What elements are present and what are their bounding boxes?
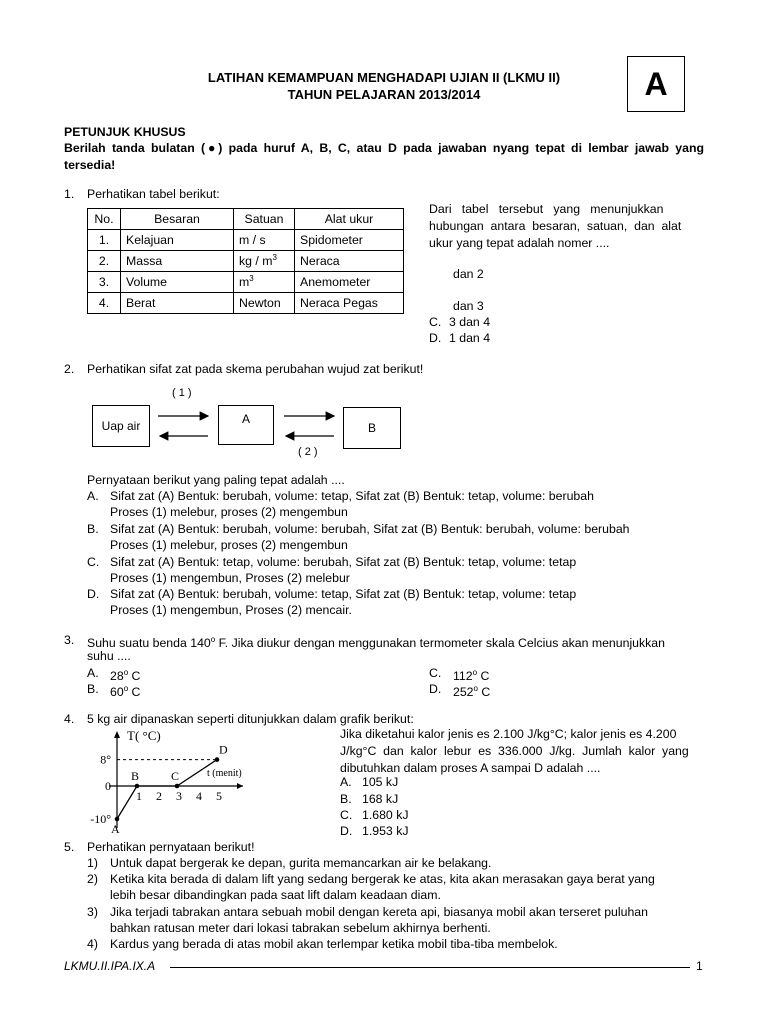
q2-option-a-line-1: Sifat zat (A) Bentuk: berubah, volume: tetap, Sifat zat (B) Bentuk: tetap, volume: berubah	[110, 489, 594, 503]
footer-code: LKMU.II.IPA.IX.A	[64, 959, 156, 973]
q3-option-a-value: 28	[110, 669, 124, 684]
footer-rule	[170, 967, 690, 968]
q4-stem: 5 kg air dipanaskan seperti ditunjukkan dalam grafik berikut:	[87, 712, 414, 726]
q1-stem: Perhatikan tabel berikut:	[87, 187, 220, 201]
table-cell: Volume	[121, 272, 234, 293]
title-line-1: LATIHAN KEMAMPUAN MENGHADAPI UJIAN II (LKMU II)	[207, 70, 561, 85]
q5-item-3-number: 3)	[87, 905, 98, 919]
table-cell: 1.	[88, 230, 121, 251]
instructions-text-1: Berilah tanda bulatan (●) pada huruf A, B, C, atau D pada jawaban nyang tepat di lembar jawab yang	[64, 141, 704, 155]
q4-option-b-letter: B.	[340, 792, 352, 806]
footer-page-number: 1	[696, 959, 703, 973]
q1-option-c-letter: C.	[429, 315, 442, 329]
q1-option-d-letter: D.	[429, 331, 442, 345]
table-cell: Spidometer	[295, 230, 404, 251]
table-cell: m / s	[234, 230, 295, 251]
q3-option-a-unit: C	[128, 669, 141, 684]
q2-number: 2.	[64, 362, 75, 376]
x-tick-label: 5	[216, 789, 222, 803]
q3-stem-line-2: suhu ....	[87, 649, 131, 663]
table-cell: Anemometer	[295, 272, 404, 293]
box-uap-air: Uap air	[92, 405, 150, 447]
q2-option-d-line-2: Proses (1) mengembun, Proses (2) mencair.	[110, 603, 352, 617]
q5-item-3-line-1: Jika terjadi tabrakan antara sebuah mobil dengan kereta api, biasanya mobil akan terseret puluhan	[110, 905, 648, 919]
q2-option-d-letter: D.	[87, 587, 100, 601]
q3-stem-pre: Suhu suatu benda 140	[87, 636, 211, 651]
q2-option-d-line-1: Sifat zat (A) Bentuk: berubah, volume: tetap, Sifat zat (B) Bentuk: tetap, volume: tetap	[110, 587, 577, 601]
box-a: A	[218, 405, 274, 445]
q5-stem: Perhatikan pernyataan berikut!	[87, 840, 255, 854]
degree-superscript: o	[472, 668, 478, 677]
data-point	[135, 784, 140, 789]
code-letter-box: A	[627, 56, 685, 112]
degree-superscript: o	[123, 684, 129, 693]
y-tick-label: -10°	[90, 812, 111, 826]
table-cell: Newton	[234, 293, 295, 314]
q3-option-b-value: 60	[110, 685, 124, 700]
q4-option-a-letter: A.	[340, 775, 352, 789]
table-cell: 4.	[88, 293, 121, 314]
q4-option-d-letter: D.	[340, 824, 353, 838]
temperature-time-chart	[80, 726, 320, 836]
data-point-label: C	[171, 769, 180, 783]
y-axis-arrow	[114, 731, 120, 738]
q1-option-d: 1 dan 4	[449, 331, 491, 345]
q5-item-2-number: 2)	[87, 872, 98, 886]
table-cell: Neraca	[295, 251, 404, 272]
y-axis-label: T( °C)	[127, 728, 161, 743]
y-tick-label: 8°	[100, 752, 111, 767]
q4-number: 4.	[64, 712, 75, 726]
q2-option-a-letter: A.	[87, 489, 99, 503]
q2-stem: Perhatikan sifat zat pada skema perubahan wujud zat berikut!	[87, 362, 424, 376]
degree-superscript: o	[473, 684, 478, 693]
q4-option-c-letter: C.	[340, 808, 353, 822]
table-cell: Berat	[121, 293, 234, 314]
q5-item-2-line-1: Ketika kita berada di dalam lift yang sedang bergerak ke atas, kita akan merasakan gaya berat yang	[110, 872, 655, 886]
title-line-2: TAHUN PELAJARAN 2013/2014	[287, 87, 481, 102]
q1-side-text-3: ukur yang tepat adalah nomer ....	[429, 236, 610, 250]
unit-superscript: 3	[249, 274, 254, 284]
q3-stem-line-1	[87, 632, 704, 651]
q3-option-b-letter: B.	[87, 682, 99, 696]
x-axis-arrow	[237, 783, 243, 789]
table-cell: Neraca Pegas	[295, 293, 404, 314]
q4-option-b: 168 kJ	[362, 792, 399, 806]
instructions-text-2: tersedia!	[64, 158, 116, 172]
q3-number: 3.	[64, 633, 75, 647]
q5-item-2-line-2: lebih besar dibandingkan pada saat lift dalam keadaan diam.	[110, 888, 441, 902]
instructions-heading: PETUNJUK KHUSUS	[64, 125, 186, 139]
q3-option-d	[453, 681, 490, 700]
table-header: Satuan	[234, 209, 295, 230]
q4-option-d: 1.953 kJ	[362, 824, 409, 838]
q1-number: 1.	[64, 187, 75, 201]
q1-side-text-2: hubungan antara besaran, satuan, dan alat	[429, 219, 682, 233]
q5-item-1-number: 1)	[87, 856, 98, 870]
q4-side-text-2: J/kg°C dan kalor lebur es 336.000 J/kg. Jumlah kalor yang	[340, 744, 689, 758]
table-header: No.	[88, 209, 121, 230]
q2-option-b-line-1: Sifat zat (A) Bentuk: berubah, volume: berubah, Sifat zat (B) Bentuk: berubah, volume: berubah	[110, 522, 630, 536]
q2-option-b-letter: B.	[87, 522, 99, 536]
q3-stem-post: F. Jika diukur dengan menggunakan termometer skala Celcius akan menunjukkan	[215, 636, 665, 651]
q5-item-3-line-2: bahkan ratusan meter dari lokasi tabrakan sebelum akhirnya berhenti.	[110, 921, 491, 935]
q2-option-c-letter: C.	[87, 555, 100, 569]
table-cell: 3.	[88, 272, 121, 293]
q2-option-a-line-2: Proses (1) melebur, proses (2) mengembun	[110, 505, 348, 519]
q3-option-b-unit: C	[128, 685, 141, 700]
q2-question: Pernyataan berikut yang paling tepat adalah ....	[87, 473, 345, 487]
x-tick-label: 3	[176, 789, 182, 803]
q1-option-b: dan 3	[453, 299, 484, 313]
data-point	[115, 817, 120, 822]
unit-text: kg / m	[239, 254, 273, 269]
process-2-label: ( 2 )	[298, 446, 318, 458]
table-header: Alat ukur	[295, 209, 404, 230]
process-1-label: ( 1 )	[172, 387, 192, 399]
q1-option-a: dan 2	[453, 267, 484, 281]
data-point-label: A	[111, 822, 120, 836]
x-tick-label: 4	[196, 789, 202, 803]
q4-option-a: 105 kJ	[362, 775, 399, 789]
q4-option-c: 1.680 kJ	[362, 808, 409, 822]
q3-option-d-value: 252	[453, 685, 474, 700]
data-point-label: B	[131, 769, 140, 783]
table-cell: Massa	[121, 251, 234, 272]
x-tick-label: 1	[136, 789, 142, 803]
q1-option-c: 3 dan 4	[449, 315, 491, 329]
degree-superscript: o	[210, 635, 216, 644]
data-point	[175, 784, 180, 789]
q3-option-a-letter: A.	[87, 666, 99, 680]
box-b: B	[343, 407, 401, 449]
q2-option-c-line-2: Proses (1) mengembun, Proses (2) melebur	[110, 571, 350, 585]
x-axis-label: t (menit)	[207, 768, 242, 779]
q4-side-text-3: dibutuhkan dalam proses A sampai D adalah ....	[340, 761, 601, 775]
q3-option-c-unit: C	[477, 669, 490, 684]
q3-option-d-unit: C	[477, 685, 491, 700]
y-tick-label: 0	[105, 779, 111, 793]
unit-superscript: 3	[272, 253, 277, 263]
q4-side-text-1: Jika diketahui kalor jenis es 2.100 J/kg°C; kalor jenis es 4.200	[340, 727, 677, 741]
q3-option-c-letter: C.	[429, 666, 442, 680]
q5-item-4-line-1: Kardus yang berada di atas mobil akan terlempar ketika mobil tiba-tiba membelok.	[110, 937, 558, 951]
q3-option-c-value: 112	[453, 669, 473, 684]
x-tick-label: 2	[156, 789, 162, 803]
data-point-label: D	[219, 742, 228, 757]
q3-option-d-letter: D.	[429, 682, 442, 696]
unit-text: m	[239, 275, 250, 290]
data-point	[215, 757, 220, 762]
q5-item-4-number: 4)	[87, 937, 98, 951]
degree-superscript: o	[123, 668, 129, 677]
q3-option-b	[110, 681, 140, 700]
q2-option-b-line-2: Proses (1) melebur, proses (2) mengembun	[110, 538, 348, 552]
q1-side-text-1: Dari tabel tersebut yang menunjukkan	[429, 202, 664, 216]
table-cell: Kelajuan	[121, 230, 234, 251]
table-cell: 2.	[88, 251, 121, 272]
q2-option-c-line-1: Sifat zat (A) Bentuk: tetap, volume: berubah, Sifat zat (B) Bentuk: tetap, volume: tetap	[110, 555, 577, 569]
table-header: Besaran	[121, 209, 234, 230]
q5-item-1-line-1: Untuk dapat bergerak ke depan, gurita memancarkan air ke belakang.	[110, 856, 492, 870]
q5-number: 5.	[64, 840, 75, 854]
